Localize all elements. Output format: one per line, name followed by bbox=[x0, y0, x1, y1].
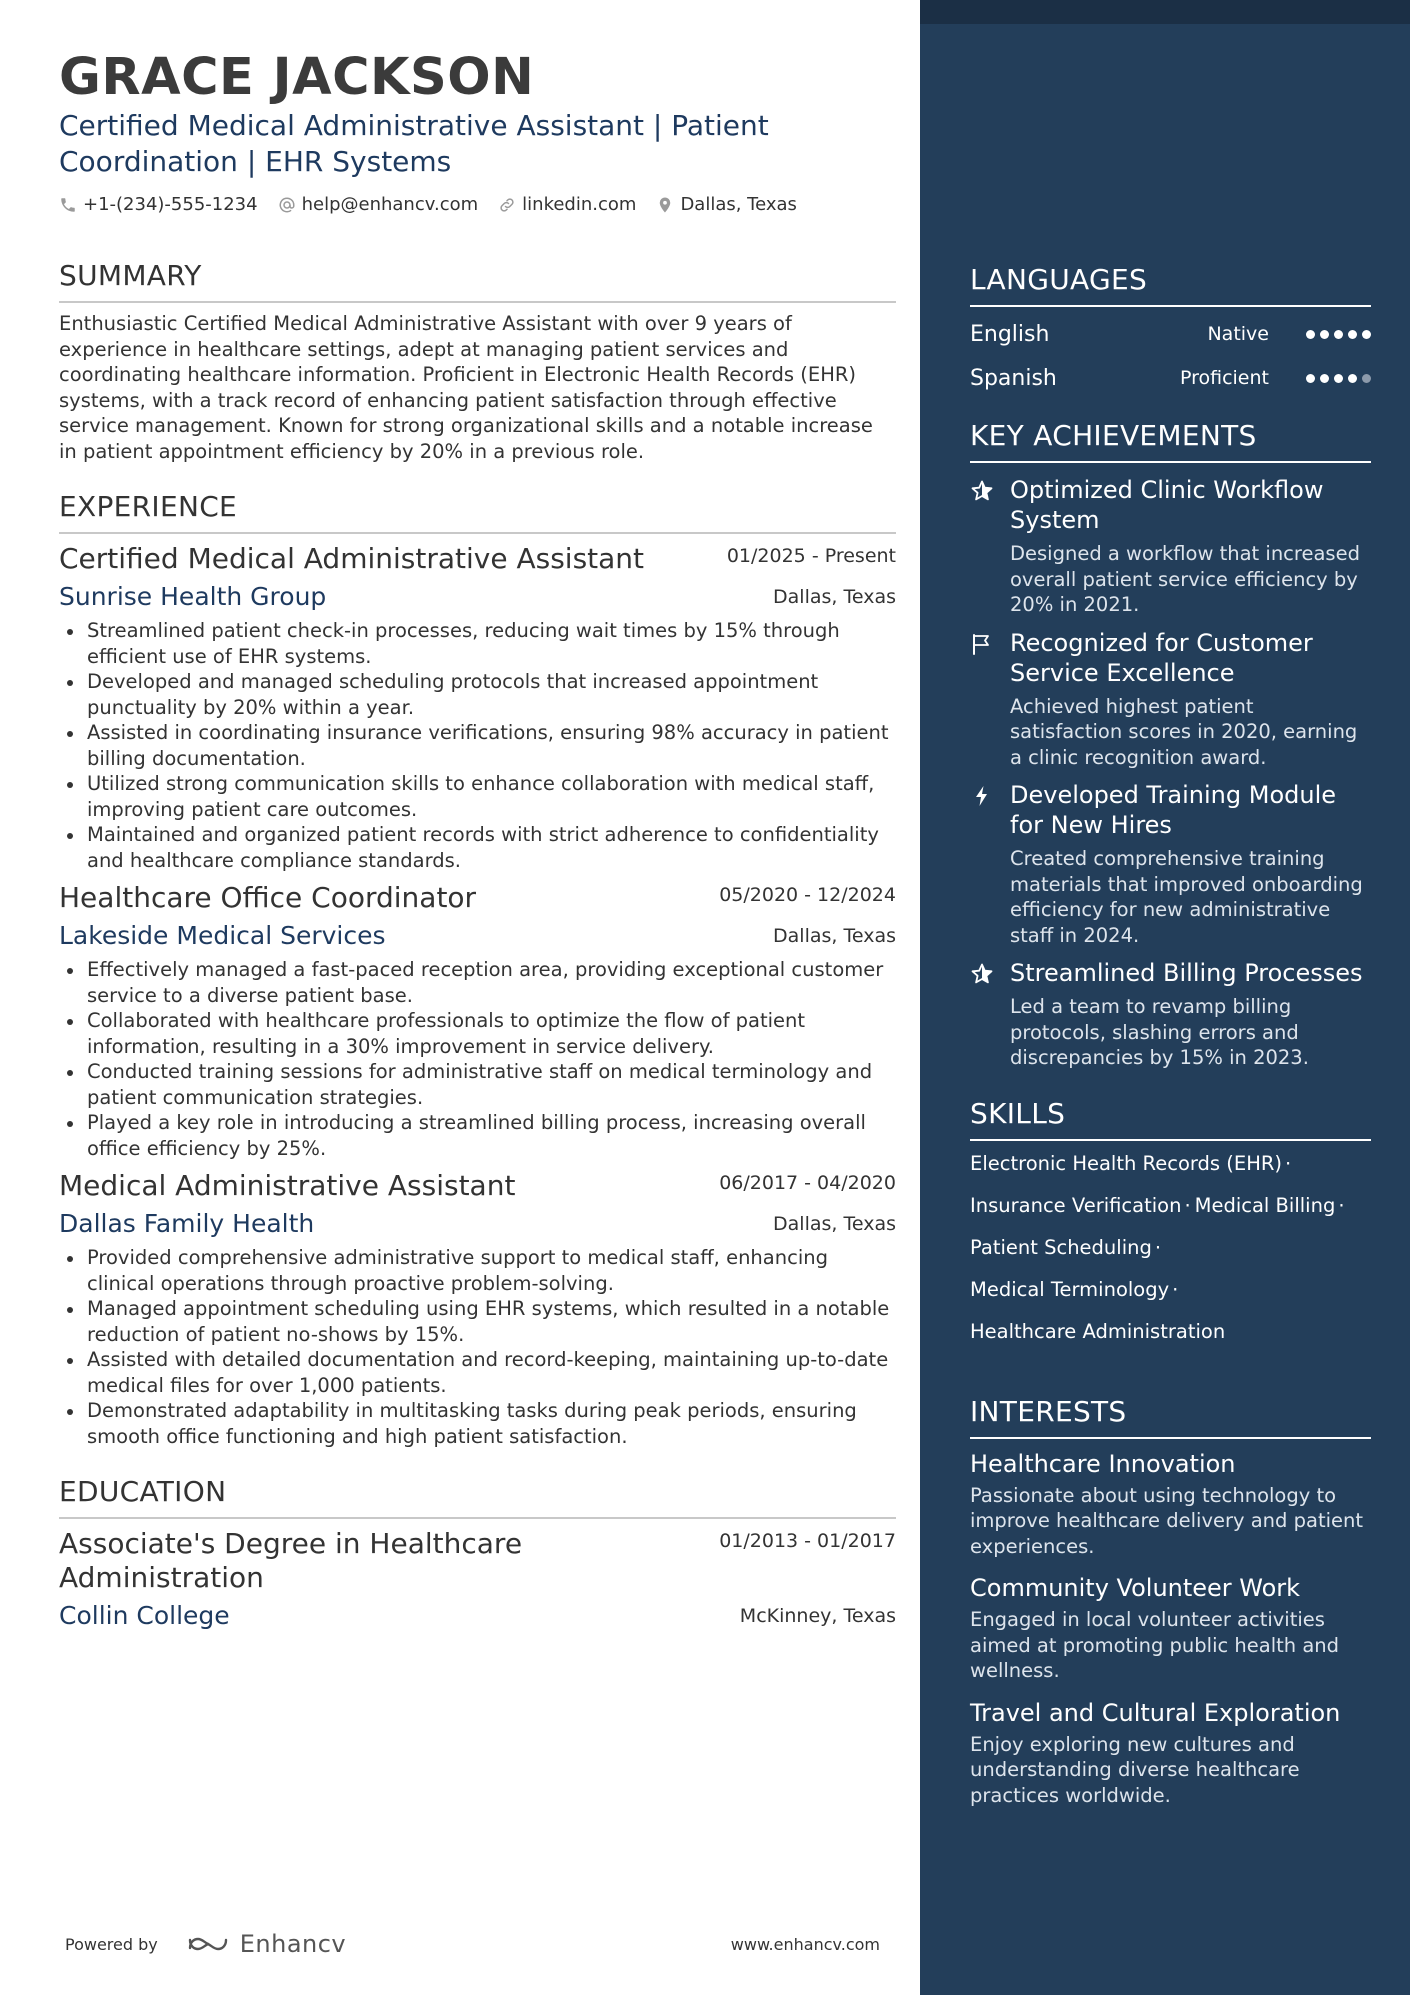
skill-item: Insurance Verification bbox=[970, 1193, 1182, 1217]
interests-title: INTERESTS bbox=[970, 1395, 1371, 1439]
skill-separator: · bbox=[1154, 1235, 1162, 1259]
bullet-item: Demonstrated adaptability in multitasking tasks during peak periods, ensuring smooth office functioning and high patient satisfaction. bbox=[59, 1398, 896, 1449]
achievement-description: Created comprehensive training materials that improved onboarding efficiency for new administrative staff in 2024. bbox=[1010, 847, 1363, 947]
achievement-title: Recognized for Customer Service Excellence bbox=[1010, 628, 1313, 687]
interest-title: Healthcare Innovation bbox=[970, 1449, 1236, 1478]
job-location: Dallas, Texas bbox=[773, 1213, 896, 1235]
skills-row bbox=[970, 1311, 1371, 1353]
bullet-item: Conducted training sessions for administrative staff on medical terminology and patient communication strategies. bbox=[59, 1059, 896, 1110]
contact-email[interactable] bbox=[278, 194, 479, 215]
job-title: Healthcare Office Coordinator bbox=[59, 881, 477, 914]
language-level: Native bbox=[1207, 323, 1269, 345]
candidate-headline: Certified Medical Administrative Assistant | Patient Coordination | EHR Systems bbox=[59, 109, 769, 178]
languages-title: LANGUAGES bbox=[970, 263, 1371, 307]
education-entry bbox=[59, 1527, 896, 1631]
bullet-item: Collaborated with healthcare professionals to optimize the flow of patient information, resulting in a 30% improvement in service delivery. bbox=[59, 1008, 896, 1059]
sidebar-top-band bbox=[920, 0, 1410, 24]
job-bullets bbox=[59, 618, 896, 873]
achievement-description: Achieved highest patient satisfaction scores in 2020, earning a clinic recognition award. bbox=[1010, 694, 1358, 769]
skill-item: Electronic Health Records (EHR) bbox=[970, 1151, 1283, 1175]
interest-title: Travel and Cultural Exploration bbox=[970, 1698, 1341, 1727]
bullet-item: Assisted in coordinating insurance verifications, ensuring 98% accuracy in patient billing documentation. bbox=[59, 720, 896, 771]
bullet-item: Streamlined patient check-in processes, reducing wait times by 15% through efficient use of EHR systems. bbox=[59, 618, 896, 669]
enhancv-logo[interactable] bbox=[186, 1930, 346, 1958]
sidebar bbox=[920, 0, 1410, 1995]
company-name: Dallas Family Health bbox=[59, 1209, 315, 1238]
contact-linkedin[interactable] bbox=[498, 194, 636, 215]
achievements-title: KEY ACHIEVEMENTS bbox=[970, 419, 1371, 463]
achievement-description: Led a team to revamp billing protocols, slashing errors and discrepancies by 15% in 2023. bbox=[1010, 995, 1309, 1069]
experience-title: EXPERIENCE bbox=[59, 490, 896, 534]
at-icon bbox=[278, 196, 296, 214]
proficiency-dot bbox=[1334, 330, 1343, 339]
location-text: Dallas, Texas bbox=[680, 194, 797, 215]
phone-text: +1-(234)-555-1234 bbox=[83, 194, 258, 215]
language-item bbox=[970, 317, 1371, 351]
skill-separator: · bbox=[1285, 1151, 1292, 1175]
link-icon bbox=[498, 196, 516, 214]
interest-description: Enjoy exploring new cultures and understanding diverse healthcare practices worldwide. bbox=[970, 1732, 1300, 1807]
proficiency-dot bbox=[1320, 330, 1329, 339]
skill-separator: · bbox=[1338, 1193, 1345, 1217]
skills-row bbox=[970, 1227, 1371, 1269]
bullet-item: Managed appointment scheduling using EHR systems, which resulted in a notable reduction of patient no-shows by 15%. bbox=[59, 1296, 896, 1347]
skill-item: Medical Billing bbox=[1194, 1193, 1336, 1217]
phone-icon bbox=[59, 196, 77, 214]
proficiency-dot bbox=[1362, 374, 1371, 383]
job-location: Dallas, Texas bbox=[773, 586, 896, 608]
job-bullets bbox=[59, 1245, 896, 1449]
interest-title: Community Volunteer Work bbox=[970, 1574, 1301, 1602]
school-location: McKinney, Texas bbox=[739, 1605, 896, 1627]
proficiency-dot bbox=[1334, 374, 1343, 383]
job-location: Dallas, Texas bbox=[773, 925, 896, 947]
footer bbox=[65, 1930, 880, 1958]
bullet-item: Assisted with detailed documentation and record-keeping, maintaining up-to-date medical files for over 1,000 patients. bbox=[59, 1347, 896, 1398]
skill-separator: · bbox=[1184, 1193, 1191, 1217]
bullet-item: Utilized strong communication skills to enhance collaboration with medical staff, improving patient care outcomes. bbox=[59, 771, 896, 822]
job-dates: 01/2025 - Present bbox=[726, 545, 896, 567]
proficiency-dot bbox=[1306, 374, 1315, 383]
language-level: Proficient bbox=[1179, 367, 1269, 389]
company-name: Lakeside Medical Services bbox=[59, 921, 386, 950]
location-pin-icon bbox=[656, 196, 674, 214]
contact-phone[interactable] bbox=[59, 194, 258, 215]
bullet-item: Played a key role in introducing a streamlined billing process, increasing overall office efficiency by 25%. bbox=[59, 1110, 896, 1161]
flag-icon bbox=[970, 632, 994, 656]
education-section bbox=[59, 1475, 896, 1631]
achievement-item bbox=[970, 628, 1371, 771]
bullet-item: Effectively managed a fast-paced reception area, providing exceptional customer service to a diverse patient base. bbox=[59, 957, 896, 1008]
achievement-item bbox=[970, 475, 1371, 618]
skills-section bbox=[970, 1097, 1371, 1353]
achievement-title: Developed Training Module for New Hires bbox=[1010, 781, 1337, 839]
powered-by bbox=[65, 1930, 346, 1958]
job-dates: 05/2020 - 12/2024 bbox=[719, 884, 896, 906]
job-bullets bbox=[59, 957, 896, 1161]
interest-item bbox=[970, 1698, 1371, 1809]
achievement-description: Designed a workflow that increased overall patient service efficiency by 20% in 2021. bbox=[1010, 542, 1360, 616]
powered-by-label: Powered by bbox=[65, 1934, 158, 1954]
achievement-item bbox=[970, 780, 1371, 948]
proficiency-dot bbox=[1306, 330, 1315, 339]
email-text: help@enhancv.com bbox=[301, 194, 479, 215]
skills-title: SKILLS bbox=[970, 1097, 1371, 1141]
degree-title: Associate's Degree in Healthcare Administration bbox=[59, 1527, 523, 1594]
experience-section bbox=[59, 490, 896, 1449]
contact-bar bbox=[59, 194, 896, 215]
bolt-icon bbox=[970, 784, 994, 808]
skill-item: Patient Scheduling bbox=[970, 1235, 1152, 1259]
achievement-title: Streamlined Billing Processes bbox=[1010, 959, 1363, 987]
proficiency-dot bbox=[1348, 374, 1357, 383]
language-name: Spanish bbox=[970, 365, 1057, 391]
language-item bbox=[970, 361, 1371, 395]
skills-row bbox=[970, 1143, 1371, 1185]
candidate-name: GRACE JACKSON bbox=[59, 48, 535, 107]
achievements-section bbox=[970, 419, 1371, 1071]
language-proficiency-dots bbox=[1301, 330, 1371, 339]
enhancv-brand-text: Enhancv bbox=[239, 1930, 347, 1958]
summary-section bbox=[59, 259, 896, 464]
interest-description: Passionate about using technology to improve healthcare delivery and patient experiences. bbox=[970, 1483, 1364, 1558]
star-icon bbox=[970, 479, 994, 503]
skill-separator: · bbox=[1172, 1277, 1179, 1301]
job-entry bbox=[59, 881, 896, 1161]
job-entry bbox=[59, 1169, 896, 1449]
linkedin-text: linkedin.com bbox=[522, 194, 637, 215]
language-name: English bbox=[970, 321, 1050, 347]
skills-row bbox=[970, 1185, 1371, 1227]
achievement-item bbox=[970, 958, 1371, 1071]
bullet-item: Maintained and organized patient records with strict adherence to confidentiality and healthcare compliance standards. bbox=[59, 822, 896, 873]
proficiency-dot bbox=[1362, 330, 1371, 339]
job-title: Medical Administrative Assistant bbox=[59, 1169, 516, 1202]
language-proficiency-dots bbox=[1301, 374, 1371, 383]
enhancv-logo-icon bbox=[186, 1932, 232, 1956]
achievement-title: Optimized Clinic Workflow System bbox=[1010, 476, 1324, 534]
star-icon bbox=[970, 962, 994, 986]
education-dates: 01/2013 - 01/2017 bbox=[719, 1530, 896, 1552]
skills-row bbox=[970, 1269, 1371, 1311]
contact-location bbox=[656, 194, 797, 215]
school-name: Collin College bbox=[59, 1601, 230, 1630]
bullet-item: Provided comprehensive administrative support to medical staff, enhancing clinical operations through proactive problem-solving. bbox=[59, 1245, 896, 1296]
languages-section bbox=[970, 263, 1371, 395]
job-entry bbox=[59, 542, 896, 873]
skill-item: Healthcare Administration bbox=[970, 1319, 1226, 1343]
interests-section bbox=[970, 1395, 1371, 1809]
proficiency-dot bbox=[1348, 330, 1357, 339]
job-title: Certified Medical Administrative Assistant bbox=[59, 542, 645, 575]
interest-item bbox=[970, 1573, 1371, 1684]
summary-text: Enthusiastic Certified Medical Administrative Assistant with over 9 years of experience in healthcare settings, adept at managing patient services and coordinating healthcare information. Proficient in Electronic Health Records (EHR) systems, with a track record of enhancing patient satisfaction through effective service management. Known for strong organizational skills and a notable increase in patient appointment efficiency by 20% in a previous role. bbox=[59, 312, 873, 463]
bullet-item: Developed and managed scheduling protocols that increased appointment punctuality by 20% within a year. bbox=[59, 669, 896, 720]
skill-item: Medical Terminology bbox=[970, 1277, 1170, 1301]
interest-item bbox=[970, 1449, 1371, 1560]
company-name: Sunrise Health Group bbox=[59, 582, 327, 611]
job-dates: 06/2017 - 04/2020 bbox=[719, 1172, 896, 1194]
footer-website[interactable]: www.enhancv.com bbox=[730, 1934, 880, 1954]
education-title: EDUCATION bbox=[59, 1475, 896, 1519]
summary-title: SUMMARY bbox=[59, 259, 896, 303]
proficiency-dot bbox=[1320, 374, 1329, 383]
interest-description: Engaged in local volunteer activities aimed at promoting public health and wellness. bbox=[970, 1608, 1340, 1682]
